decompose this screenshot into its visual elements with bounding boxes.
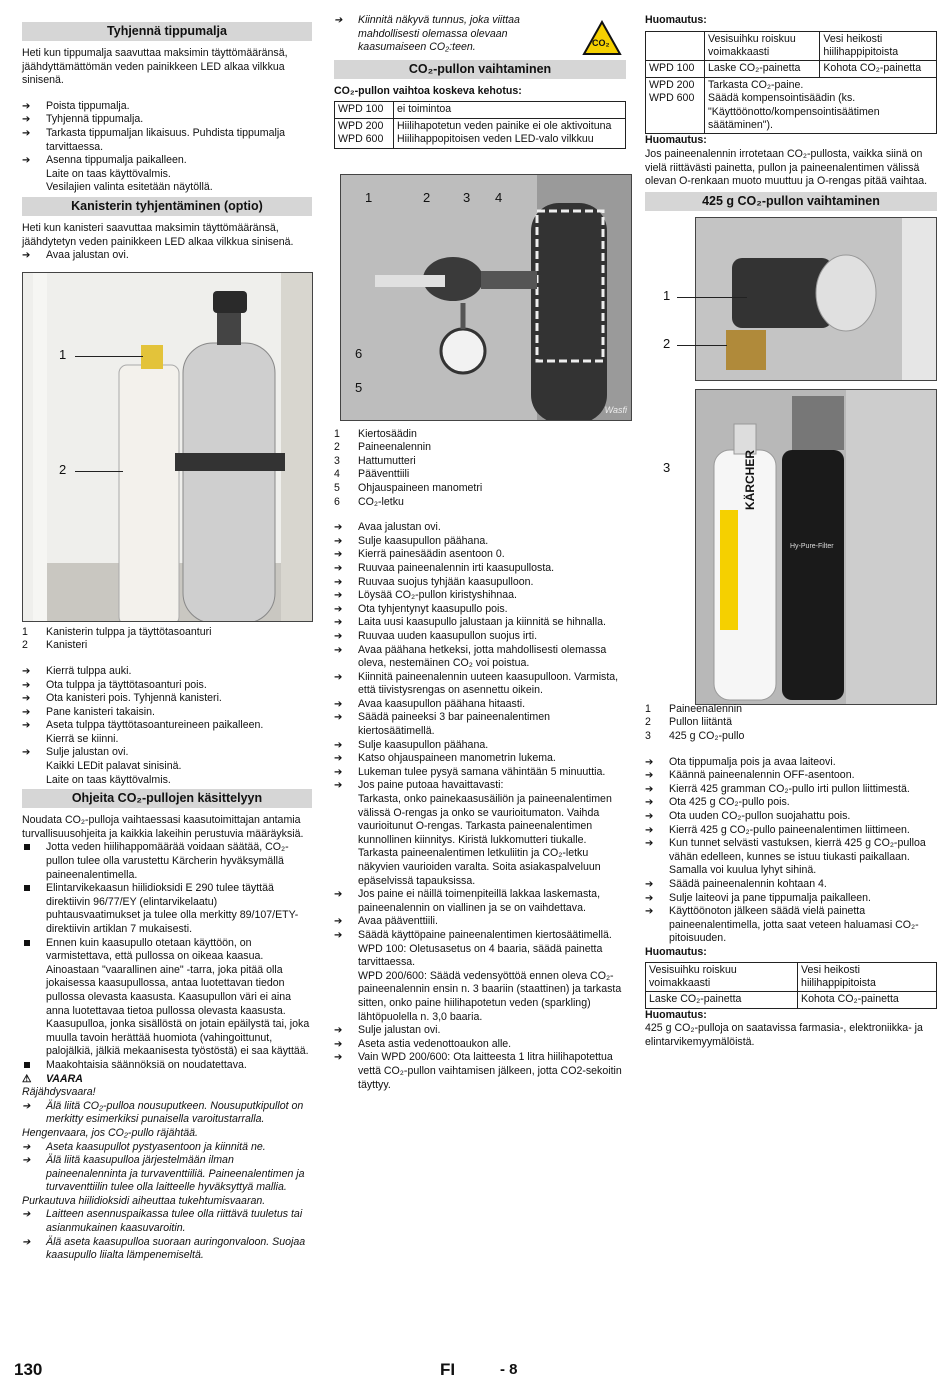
danger-subtitle: Hengenvaara, jos CO₂-pullo räjähtää. (22, 1126, 198, 1139)
figure-label-2: 2 (423, 189, 431, 205)
step: ➔ Avaa jalustan ovi. (334, 521, 626, 535)
column-right (645, 14, 937, 1050)
reducer-photo (695, 217, 937, 381)
step: ➔ Sulje laiteovi ja pane tippumalja paikalleen. (645, 892, 937, 906)
leader-line (75, 471, 123, 472)
table-row: WPD 200 WPD 600 Hiilihapotetun veden painike ei ole aktivoituna Hiilihappopitoisen veden LED-valo vilkkuu (335, 118, 626, 148)
step: ➔ Laita uusi kaasupullo jalustaan ja kiinnitä se hihnalla. (334, 616, 626, 630)
step: ➔ Jos paine putoaa havaittavasti: (334, 779, 626, 793)
step: ➔ Kierrä 425 gramman CO₂-pullo irti pullon liittimestä. (645, 783, 937, 797)
drip-tray-intro: Heti kun tippumalja saavuttaa maksimin täyttömääränsä, jäähdyttämättömän veden painikkeen LED alkaa vilkkua sinisenä. (22, 47, 288, 87)
canister-figure (22, 272, 313, 622)
step: ➔ Avaa kaasupullon päähana hitaasti. (334, 698, 626, 712)
co2-badge: CO₂ (592, 38, 610, 48)
step: ➔ Käyttöönoton jälkeen säädä vielä painetta paineenalentimella, jotta saat veteen haluamasi CO₂-pitoisuuden. (645, 905, 937, 946)
note-label: Huomautus: (645, 134, 707, 147)
step: ➔ Kierrä 425 g CO₂-pullo paineenalentimen liittimeen. (645, 824, 937, 838)
figure-label-6: 6 (355, 345, 363, 361)
bullet: Jotta veden hiilihappomäärää voidaan säätää, CO₂-pullon tulee olla varustettu Kärcherin hyväksymällä paineenalentimella. (22, 841, 312, 882)
section-title-drip-tray: Tyhjennä tippumalja (22, 22, 312, 41)
step: ➔ Ruuvaa uuden kaasupullon suojus irti. (334, 630, 626, 644)
result-text: Laite on taas käyttövalmis. (46, 167, 171, 180)
step: ➔ Sulje kaasupullon päähana. (334, 535, 626, 549)
danger-subtitle: Purkautuva hiilidioksidi aiheuttaa tukehtumisvaaran. (22, 1194, 266, 1207)
figure-label-5: 5 (355, 379, 363, 395)
table-row: Laske CO₂-painetta Kohota CO₂-painetta (646, 992, 937, 1008)
step: ➔ Kun tunnet selvästi vastuksen, kierrä 425 g CO₂-pulloa vähän edelleen, kunnes se istuu tiukasti paikallaan. Samalla voi kuulua lyhyt sihinä. (645, 837, 937, 878)
result-text: Laite on taas käyttövalmis. (46, 773, 171, 786)
step: ➔ Ota 425 g CO₂-pullo pois. (645, 796, 937, 810)
figure-label-1: 1 (59, 346, 67, 362)
leader-line (677, 345, 727, 346)
step: ➔ Aseta astia vedenottoaukon alle. (334, 1038, 626, 1052)
step: ➔ Säädä paineeksi 3 bar paineenalentimen kiertosäätimellä. (334, 711, 626, 738)
step: ➔ Kierrä tulppa auki. (22, 665, 312, 679)
step: ➔ Asenna tippumalja paikalleen. (22, 154, 312, 168)
table-row: WPD 100 Laske CO₂-painetta Kohota CO₂-painetta (646, 61, 937, 77)
table-row: WPD 200 WPD 600 Tarkasta CO₂-paine. Säädä kompensointisäädin (ks. "Käyttöönotto/kompensointisäätimen säätäminen"). (646, 77, 937, 134)
co2-adjust-table (645, 31, 937, 135)
425g-figure (645, 217, 937, 703)
figure-label-1: 1 (663, 287, 671, 303)
column-left (22, 20, 312, 1263)
step: ➔ Ota tippumalja pois ja avaa laiteovi. (645, 756, 937, 770)
section-title-co2-change: CO₂-pullon vaihtaminen (334, 60, 626, 79)
step: ➔ Jos paine ei näillä toimenpiteillä lakkaa laskemasta, paineenalennin on viallinen ja se on vaihdettava. (334, 888, 626, 915)
co2-intro: Noudata CO₂-pulloja vaihtaessasi kaasutoimittajan antamia turvallisuusohjeita ja kaikkia lakeihin perustuvia määräyksiä. (22, 814, 304, 840)
pressure-check-text: Tarkasta, onko painekaasusäiliön ja paineenalentimen välissä O-rengas ja onko se vaurioitumaton. Vaihda vaurioitunut O-rengas. Tarkasta paineenalentimen kunnollinen kiinnitys. Kiristä lukkomutteri tiukalle. Tarkasta paineenalentimen letkuliitin ja CO₂-letku näkyvien vaurioiden varalta. Soita asiakaspalveluun epäselvissä tapauksissa. (358, 793, 612, 887)
note-label: Huomautus: (645, 945, 707, 958)
legend-item: 5 Ohjauspaineen manometri (334, 481, 483, 494)
pressure-reducer-illustration (341, 175, 631, 420)
danger-step: ➔ Älä liitä CO₂-pulloa nousuputkeen. Nousuputkipullot on merkitty esimerkiksi punaisella varoitustarralla. (22, 1100, 312, 1127)
step: ➔ Avaa jalustan ovi. (22, 249, 312, 263)
co2-warning-icon (582, 20, 622, 56)
step: ➔ Säädä paineenalennin kohtaan 4. (645, 878, 937, 892)
note-label: Huomautus: (645, 14, 707, 26)
figure-label-2: 2 (59, 461, 67, 477)
step: ➔ Säädä käyttöpaine paineenalentimen kiertosäätimellä. (334, 929, 626, 943)
language-code: FI (440, 1360, 456, 1379)
co2-prompt-table (334, 101, 626, 148)
bullet: Elintarvikekaasun hiilidioksidi E 290 tulee täyttää direktiivin 96/77/EY (elintarvikelaatu) puhtausvaatimukset ja tulee olla merkitty 89/107/ETY-direktiivin artiklan 7 mukaisesti. (22, 882, 312, 936)
gas-notice-text: ➔ Kiinnitä näkyvä tunnus, joka viittaa mahdollisesti olemassa olevaan kaasumaiseen CO₂:teen. (334, 14, 626, 55)
step: ➔ Ota tulppa ja täyttötasoanturi pois. (22, 679, 312, 693)
result-text: Kierrä se kiinni. (46, 732, 119, 745)
step: ➔ Kiinnitä paineenalennin uuteen kaasupulloon. Varmista, että tiivistysrengas on asennettu oikein. (334, 671, 626, 698)
figure-brand-mark: Wasfi (604, 405, 627, 415)
table-row: Vesisuihku roiskuu voimakkaasti Vesi heikosti hiilihappipitoista (646, 31, 937, 61)
figure-label-4: 4 (495, 189, 503, 205)
figure-label-2: 2 (663, 335, 671, 351)
legend-item: 4 Pääventtiili (334, 468, 410, 481)
danger-heading: ⚠ VAARA (22, 1072, 83, 1085)
pressure-reducer-figure (340, 174, 632, 421)
step: ➔ Tyhjennä tippumalja. (22, 113, 312, 127)
note-text: Jos paineenalennin irrotetaan CO₂-pullosta, vaikka siinä on vielä riittävästi painetta, pullon ja paineenalentimen välissä olevan O-renkaan muoto muuttuu ja O-rengas pitää vaihtaa. (645, 148, 928, 188)
step: ➔ Lukeman tulee pysyä samana vähintään 5 minuuttia. (334, 766, 626, 780)
bottle-photo (695, 389, 937, 705)
filter-label: Hy-Pure-Filter (790, 542, 834, 550)
danger-step: ➔ Älä liitä kaasupulloa järjestelmään ilman paineenalenninta ja turvaventtiiliä. Paineenalentimen ja turvaventtiilin tulee olla laitteelle hyväksyttyä mallia. (22, 1154, 312, 1195)
canister-illustration (23, 273, 312, 621)
step: ➔ Sulje jalustan ovi. (334, 1024, 626, 1038)
danger-step: ➔ Aseta kaasupullot pystyasentoon ja kiinnitä ne. (22, 1141, 312, 1155)
section-title-canister: Kanisterin tyhjentäminen (optio) (22, 197, 312, 216)
step: ➔ Ota uuden CO₂-pullon suojahattu pois. (645, 810, 937, 824)
section-title-co2-handling: Ohjeita CO₂-pullojen käsittelyyn (22, 789, 312, 808)
canister-intro: Heti kun kanisteri saavuttaa maksimin täyttömääränsä, jäähdytetyn veden painikkeen LED alkaa vilkkua sinisenä. (22, 221, 294, 248)
section-title-425g: 425 g CO₂-pullon vaihtaminen (645, 192, 937, 211)
step: ➔ Pane kanisteri takaisin. (22, 706, 312, 720)
legend-item: 1 Kiertosäädin (334, 427, 417, 440)
note-text: 425 g CO₂-pulloja on saatavissa farmasia-, elektroniikka- ja elintarvikemyymälöistä. (645, 1022, 923, 1048)
legend-item: 1 Kanisterin tulppa ja täyttötasoanturi (22, 625, 212, 638)
legend-item: 6 CO₂-letku (334, 495, 404, 508)
legend-item: 2 Kanisteri (22, 639, 88, 652)
step: ➔ Ota kanisteri pois. Tyhjennä kanisteri. (22, 692, 312, 706)
step: ➔ Ruuvaa suojus tyhjään kaasupulloon. (334, 576, 626, 590)
danger-subtitle: Räjähdysvaara! (22, 1086, 96, 1099)
step: ➔ Aseta tulppa täyttötasoantureineen paikalleen. (22, 719, 312, 733)
step: ➔ Katso ohjauspaineen manometrin lukema. (334, 752, 626, 766)
result-text: Kaikki LEDit palavat sinisinä. (46, 760, 182, 773)
table-row: WPD 100 ei toimintoa (335, 102, 626, 118)
danger-step: ➔ Älä aseta kaasupulloa suoraan auringonvaloon. Suojaa kaasupullo liialta lämpenemiseltä. (22, 1236, 312, 1263)
wpd200-text: WPD 200/600: Säädä vedensyöttöä ennen oleva CO₂-paineenalennin ensin n. 3 baariin (staattinen) ja tarkasta sitten, onko paine hiilihapotetun veden (sparkling) lähtöpuolella n. 3,0 baaria. (358, 969, 622, 1023)
legend-item: 3 425 g CO₂-pullo (645, 730, 745, 742)
leader-line (677, 297, 747, 298)
note-label: Huomautus: (645, 1008, 707, 1021)
table-row: Vesisuihku roiskuu voimakkaasti Vesi heikosti hiilihappipitoista (646, 962, 937, 992)
step: ➔ Tarkasta tippumaljan likaisuus. Puhdista tippumalja tarvittaessa. (22, 127, 312, 154)
step: ➔ Kierrä painesäädin asentoon 0. (334, 548, 626, 562)
step: ➔ Sulje kaasupullon päähana. (334, 739, 626, 753)
legend-item: 3 Hattumutteri (334, 454, 416, 467)
legend-item: 1 Paineenalennin (645, 702, 743, 715)
step: ➔ Ruuvaa paineenalennin irti kaasupullosta. (334, 562, 626, 576)
figure-label-3: 3 (463, 189, 471, 205)
co2-change-subtitle: CO₂-pullon vaihtoa koskeva kehotus: (334, 84, 522, 97)
step: ➔ Avaa päähana hetkeksi, jotta mahdollisesti olemassa oleva, nestemäinen CO₂ voi poistua. (334, 644, 626, 671)
step: ➔ Avaa pääventtiili. (334, 915, 626, 929)
warning-triangle-icon: ⚠ (22, 1072, 32, 1085)
leader-line (75, 356, 143, 357)
figure-label-1: 1 (365, 189, 373, 205)
page-number: 130 (14, 1360, 43, 1379)
page-subnumber: - 8 (500, 1361, 518, 1378)
step: ➔ Sulje jalustan ovi. (22, 746, 312, 760)
bullet: Maakohtaisia säännöksiä on noudatettava. (22, 1059, 312, 1073)
co2-adjust-table-425g (645, 962, 937, 1009)
step: ➔ Käännä paineenalennin OFF-asentoon. (645, 769, 937, 783)
wpd100-text: WPD 100: Oletusasetus on 4 baaria, säädä painetta tarvittaessa. (358, 942, 603, 969)
step: ➔ Vain WPD 200/600: Ota laitteesta 1 litra hiilihapotettua vettä CO₂-pullon vaihtamisen jälkeen, jotta CO2-sekoitin täyttyy. (334, 1051, 626, 1092)
column-middle (334, 14, 626, 1092)
danger-step: ➔ Laitteen asennuspaikassa tulee olla riittävä tuuletus tai asianmukainen kaasuvaroitin. (22, 1208, 312, 1235)
legend-item: 2 Pullon liitäntä (645, 716, 733, 729)
step: ➔ Poista tippumalja. (22, 100, 312, 114)
gas-notice (334, 14, 626, 55)
bullet: Ennen kuin kaasupullo otetaan käyttöön, on varmistettava, että pullossa on oikeaa kaasua. Ainoastaan "vaarallinen aine" -tarra, joka pitää olla jokaisessa kaasupullossa, antaa luotettavan tiedon pullossa olevasta kaasusta. Kaasupullon väri ei aina anna luotettavaa tietoa pullossa olevasta kaasusta. Kaasupulloa, jonka sisällöstä on jotain epäilystä tai, joka muulla tavoin herättää huomiota (vahingoittunut, palojälkiä, jälkiä mekaanisesta työstöstä) ei saa käyttää. (22, 937, 312, 1059)
figure-label-3: 3 (663, 459, 671, 475)
legend-item: 2 Paineenalennin (334, 441, 432, 454)
step: ➔ Löysää CO₂-pullon kiristyshihnaa. (334, 589, 626, 603)
step: ➔ Ota tyhjentynyt kaasupullo pois. (334, 603, 626, 617)
result-text: Vesilajien valinta esitetään näytöllä. (46, 181, 213, 194)
reducer-illustration (696, 218, 936, 380)
